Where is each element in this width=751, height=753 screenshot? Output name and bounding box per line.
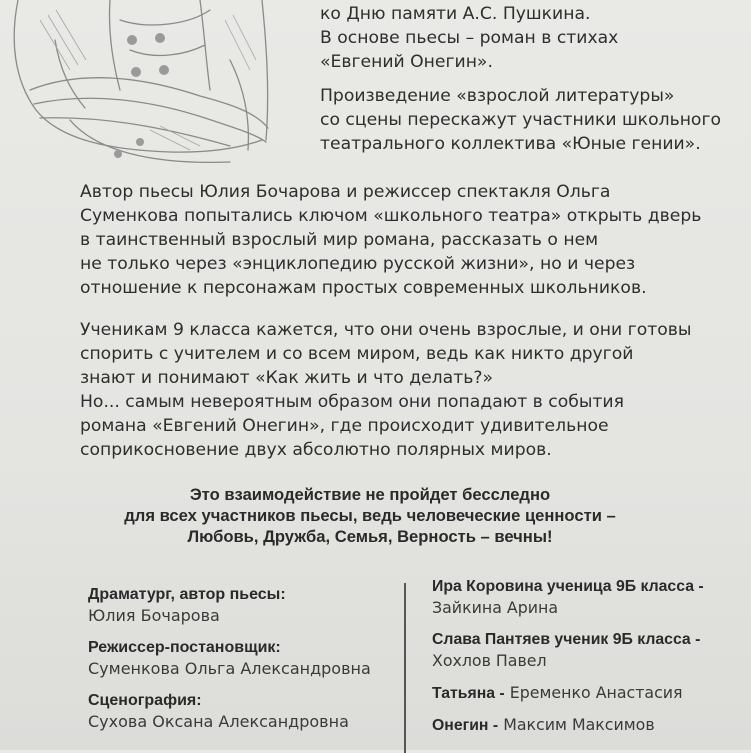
cast-actor: Максим Максимов [503,715,655,734]
cast-list [432,576,751,746]
emphasis-statement: Это взаимодействие не пройдет бесследно для всех участников пьесы, ведь человеческие ценности – Любовь, Дружба, Семья, Верность – вечны! [124,485,616,546]
credits-list [88,584,398,743]
cast-role: Слава Пантяев ученик 9Б класса - [432,631,701,648]
cast-role: Ира Коровина ученица 9Б класса - [432,578,704,595]
pushkin-sketch-illustration [0,0,300,175]
credit-role: Драматург, автор пьесы: [88,586,286,603]
cast-item-ira [432,576,751,619]
body-paragraph-author: Автор пьесы Юлия Бочарова и режиссер спектакля Ольга Суменкова попытались ключом «школьного театра» открыть дверь в таинственный взрослый мир романа, рассказать о нем не только через «энциклопедию русской жизни», но и через отношение к персонажам простых современных школьников. [80,182,702,298]
body-paragraph-students: Ученикам 9 класса кажется, что они очень взрослые, и они готовы спорить с учителем и со всем миром, ведь как никто другой знают и понимают «Как жить и что делать?» Но... самым невероятным образом они попадают в события романа «Евгений Онегин», где происходит удивительное соприкосновение двух абсолютно полярных миров. [80,320,692,460]
cast-role: Татьяна - [432,685,505,702]
credit-name: Суменкова Ольга Александровна [88,659,371,678]
cast-item-slava [432,629,751,672]
column-divider [404,583,406,753]
cast-actor: Хохлов Павел [432,651,547,670]
credit-item-director [88,637,398,680]
intro-paragraph-2: Произведение «взрослой литературы» со сцены перескажут участники школьного театрального коллектива «Юные гении». [320,86,721,154]
cast-item-tatiana [432,682,751,704]
credit-item-scenography [88,690,398,733]
cast-role: Онегин - [432,717,499,734]
intro-paragraph-1: ко Дню памяти А.С. Пушкина. В основе пьесы – роман в стихах «Евгений Онегин». [320,4,619,72]
credit-item-playwright [88,584,398,627]
cast-item-onegin [432,714,751,736]
credit-role: Сценография: [88,692,202,709]
credit-name: Сухова Оксана Александровна [88,712,349,731]
credit-role: Режиссер-постановщик: [88,639,281,656]
cast-actor: Еременко Анастасия [509,683,683,702]
cast-actor: Зайкина Арина [432,598,559,617]
credit-name: Юлия Бочарова [88,606,220,625]
